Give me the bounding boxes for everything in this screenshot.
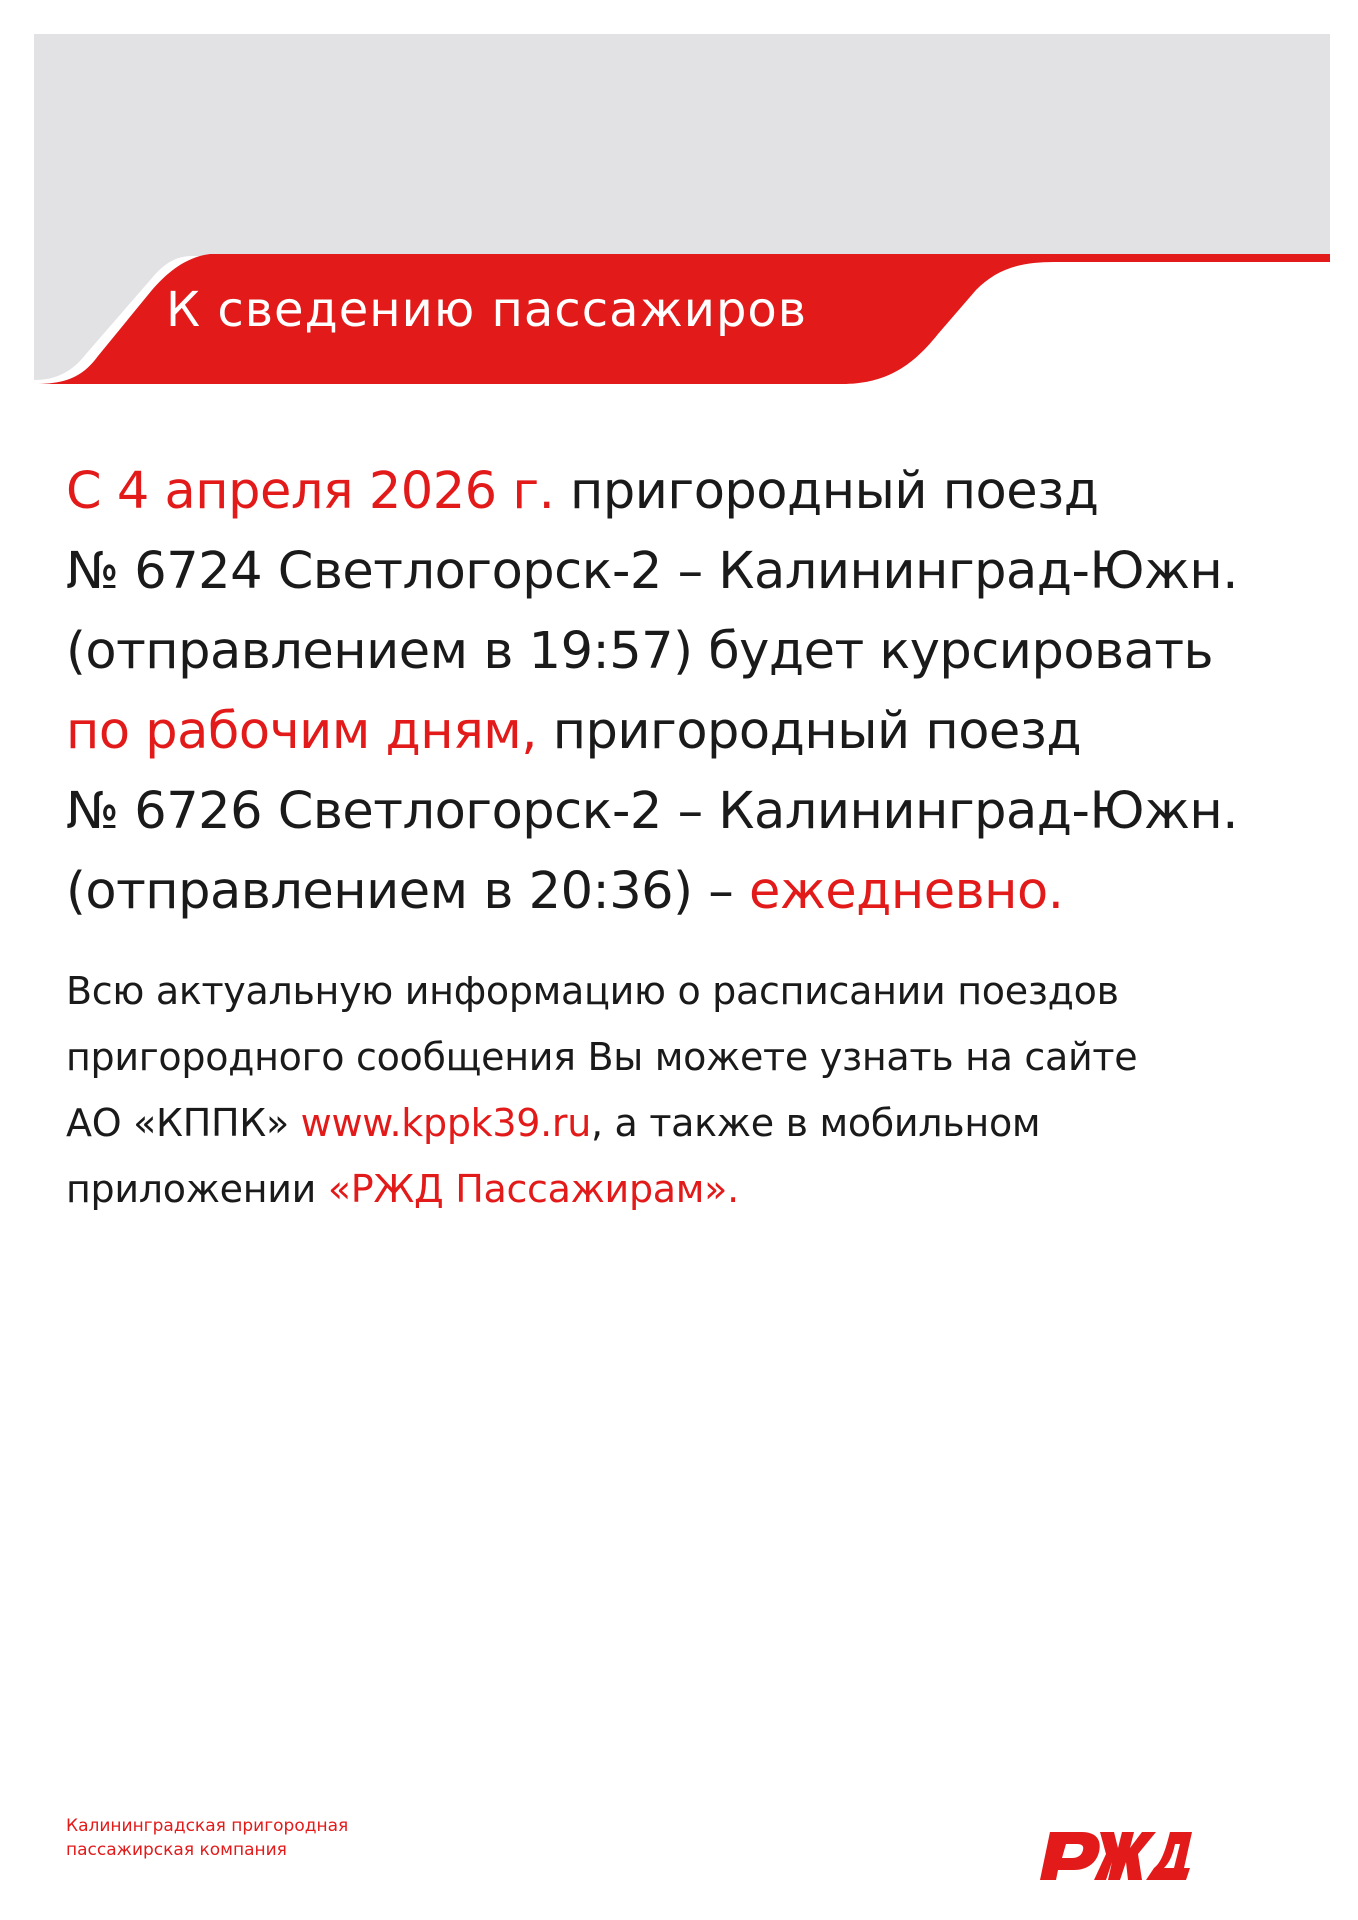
page-title: К сведению пассажиров (166, 282, 808, 338)
announcement-text (66, 452, 1336, 932)
header-banner (34, 34, 1330, 384)
info-text-fragment: АО «КППК» (66, 1101, 301, 1145)
announcement-text-fragment: (отправлением в 20:36) – (66, 862, 749, 921)
schedule-weekdays: по рабочим дням, (66, 702, 537, 761)
announcement-line-4 (66, 692, 1336, 772)
info-line-2: пригородного сообщения Вы можете узнать на сайте (66, 1035, 1138, 1079)
announcement-text-fragment: пригородный поезд (554, 462, 1099, 521)
app-name: «РЖД Пассажирам». (327, 1167, 739, 1211)
schedule-daily: ежедневно. (748, 862, 1064, 921)
info-line-4 (66, 1156, 1316, 1222)
rzd-logo-icon (1034, 1818, 1192, 1882)
info-text-fragment: , а также в мобильном (591, 1101, 1041, 1145)
announcement-line-3: (отправлением в 19:57) будет курсировать (66, 622, 1214, 681)
announcement-line-2: № 6724 Светлогорск-2 – Калининград-Южн. (66, 542, 1238, 601)
info-line-3 (66, 1090, 1316, 1156)
info-text (66, 958, 1316, 1222)
announcement-line-6 (66, 852, 1336, 932)
announcement-line-1 (66, 452, 1336, 532)
info-line-1: Всю актуальную информацию о расписании поездов (66, 969, 1119, 1013)
start-date: С 4 апреля 2026 г. (66, 462, 555, 521)
company-name-line-2: пассажирская компания (66, 1840, 287, 1860)
info-text-fragment: приложении (66, 1167, 328, 1211)
announcement-text-fragment: пригородный поезд (536, 702, 1082, 761)
announcement-line-5: № 6726 Светлогорск-2 – Калининград-Южн. (66, 782, 1238, 841)
company-name-line-1: Калининградская пригородная (66, 1816, 349, 1836)
company-name (66, 1814, 348, 1862)
website-link[interactable]: www.kppk39.ru (300, 1101, 591, 1145)
